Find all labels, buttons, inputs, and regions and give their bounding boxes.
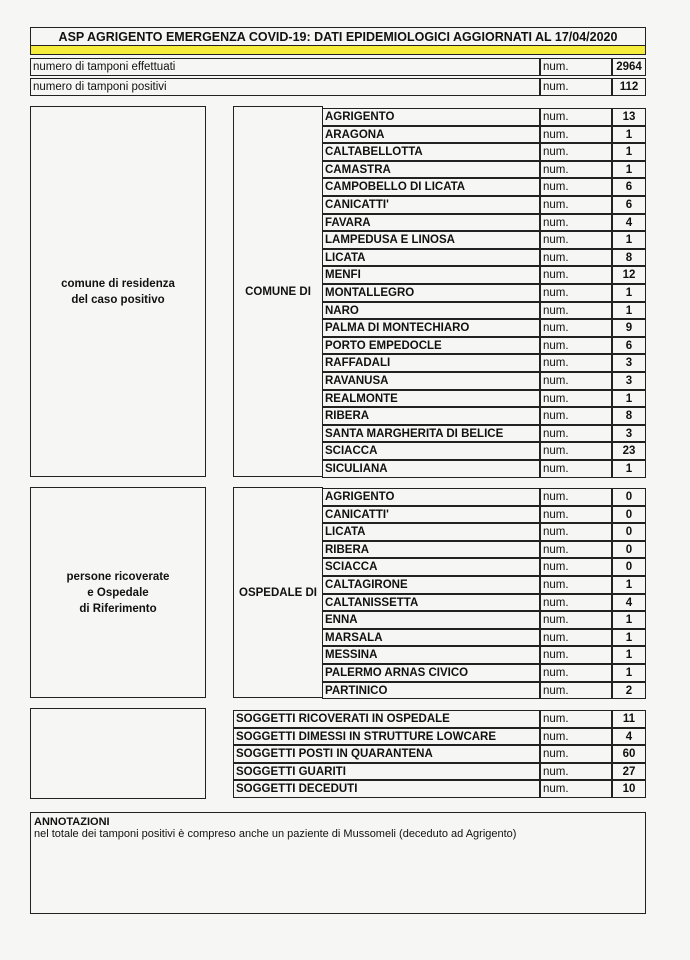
value-cell: 1 xyxy=(612,646,646,664)
value-cell: 0 xyxy=(612,506,646,524)
value-cell: 6 xyxy=(612,178,646,196)
comune-name-cell: MENFI xyxy=(322,266,540,284)
value-cell: 8 xyxy=(612,249,646,267)
unit-cell: num. xyxy=(540,372,612,390)
comune-name-cell: MONTALLEGRO xyxy=(322,284,540,302)
ospedale-name-cell: PALERMO ARNAS CIVICO xyxy=(322,664,540,682)
unit-cell: num. xyxy=(540,231,612,249)
unit-cell: num. xyxy=(540,284,612,302)
summary-label: numero di tamponi effettuati xyxy=(30,58,540,76)
value-cell: 2964 xyxy=(612,58,646,76)
residence-side-label-line-1: comune di residenza xyxy=(61,277,175,290)
value-cell: 2 xyxy=(612,682,646,700)
subject-label-cell: SOGGETTI DECEDUTI xyxy=(233,780,540,798)
unit-cell: num. xyxy=(540,506,612,524)
comune-name-cell: CAMPOBELLO DI LICATA xyxy=(322,178,540,196)
residence-side-label xyxy=(30,106,206,477)
comune-name-cell: LAMPEDUSA E LINOSA xyxy=(322,231,540,249)
hospital-side-label-line-3: di Riferimento xyxy=(79,602,157,615)
ospedale-name-cell: ENNA xyxy=(322,611,540,629)
value-cell: 3 xyxy=(612,425,646,443)
unit-cell: num. xyxy=(540,664,612,682)
subject-label-cell: SOGGETTI DIMESSI IN STRUTTURE LOWCARE xyxy=(233,728,540,746)
unit-cell: num. xyxy=(540,460,612,478)
unit-cell: num. xyxy=(540,728,612,746)
value-cell: 4 xyxy=(612,594,646,612)
value-cell: 1 xyxy=(612,126,646,144)
comune-name-cell: NARO xyxy=(322,302,540,320)
value-cell: 0 xyxy=(612,541,646,559)
comune-name-cell: RIBERA xyxy=(322,407,540,425)
value-cell: 4 xyxy=(612,728,646,746)
comune-name-cell: SANTA MARGHERITA DI BELICE xyxy=(322,425,540,443)
unit-cell: num. xyxy=(540,541,612,559)
ospedale-name-cell: MARSALA xyxy=(322,629,540,647)
value-cell: 60 xyxy=(612,745,646,763)
comune-name-cell: CALTABELLOTTA xyxy=(322,143,540,161)
value-cell: 6 xyxy=(612,337,646,355)
annotations-box xyxy=(30,812,646,914)
unit-cell: num. xyxy=(540,611,612,629)
subjects-empty-box xyxy=(30,708,206,799)
comune-name-cell: LICATA xyxy=(322,249,540,267)
unit-cell: num. xyxy=(540,558,612,576)
value-cell: 112 xyxy=(612,78,646,96)
value-cell: 9 xyxy=(612,319,646,337)
value-cell: 1 xyxy=(612,390,646,408)
ospedale-name-cell: CALTAGIRONE xyxy=(322,576,540,594)
unit-cell: num. xyxy=(540,249,612,267)
unit-cell: num. xyxy=(540,425,612,443)
value-cell: 0 xyxy=(612,523,646,541)
value-cell: 6 xyxy=(612,196,646,214)
comune-name-cell: RAVANUSA xyxy=(322,372,540,390)
ospedale-name-cell: CANICATTI' xyxy=(322,506,540,524)
unit-cell: num. xyxy=(540,354,612,372)
comune-name-cell: AGRIGENTO xyxy=(322,108,540,126)
value-cell: 13 xyxy=(612,108,646,126)
unit-cell: num. xyxy=(540,646,612,664)
ospedale-name-cell: MESSINA xyxy=(322,646,540,664)
hospital-side-label-line-1: persone ricoverate xyxy=(66,570,170,583)
value-cell: 1 xyxy=(612,284,646,302)
unit-cell: num. xyxy=(540,407,612,425)
ospedale-name-cell: CALTANISSETTA xyxy=(322,594,540,612)
value-cell: 1 xyxy=(612,664,646,682)
value-cell: 8 xyxy=(612,407,646,425)
comune-name-cell: SICULIANA xyxy=(322,460,540,478)
ospedale-di-label: OSPEDALE DI xyxy=(239,586,317,599)
hospital-group-label xyxy=(233,487,323,698)
unit-cell: num. xyxy=(540,594,612,612)
residence-side-label-line-2: del caso positivo xyxy=(71,293,165,306)
value-cell: 0 xyxy=(612,558,646,576)
unit-cell: num. xyxy=(540,629,612,647)
unit-cell: num. xyxy=(540,161,612,179)
subject-label-cell: SOGGETTI GUARITI xyxy=(233,763,540,781)
annotations-heading: ANNOTAZIONI xyxy=(34,816,110,828)
unit-cell: num. xyxy=(540,390,612,408)
unit-cell: num. xyxy=(540,682,612,700)
value-cell: 12 xyxy=(612,266,646,284)
value-cell: 1 xyxy=(612,143,646,161)
value-cell: 10 xyxy=(612,780,646,798)
value-cell: 27 xyxy=(612,763,646,781)
unit-cell: num. xyxy=(540,523,612,541)
annotations-text: nel totale dei tamponi positivi è compreso anche un paziente di Mussomeli (deceduto ad Agrigento) xyxy=(34,828,517,840)
value-cell: 1 xyxy=(612,576,646,594)
unit-cell: num. xyxy=(540,337,612,355)
value-cell: 1 xyxy=(612,460,646,478)
hospital-side-label xyxy=(30,487,206,698)
unit-cell: num. xyxy=(540,143,612,161)
value-cell: 3 xyxy=(612,354,646,372)
unit-cell: num. xyxy=(540,196,612,214)
residence-group-label xyxy=(233,106,323,477)
comune-di-label: COMUNE DI xyxy=(245,285,311,298)
unit-cell: num. xyxy=(540,780,612,798)
unit-cell: num. xyxy=(540,763,612,781)
unit-cell: num. xyxy=(540,266,612,284)
value-cell: 4 xyxy=(612,214,646,232)
unit-cell: num. xyxy=(540,178,612,196)
comune-name-cell: RAFFADALI xyxy=(322,354,540,372)
value-cell: 0 xyxy=(612,488,646,506)
value-cell: 11 xyxy=(612,710,646,728)
subject-label-cell: SOGGETTI POSTI IN QUARANTENA xyxy=(233,745,540,763)
comune-name-cell: PORTO EMPEDOCLE xyxy=(322,337,540,355)
unit-cell: num. xyxy=(540,442,612,460)
unit-cell: num. xyxy=(540,710,612,728)
unit-cell: num. xyxy=(540,58,612,76)
value-cell: 1 xyxy=(612,629,646,647)
unit-cell: num. xyxy=(540,745,612,763)
unit-cell: num. xyxy=(540,576,612,594)
value-cell: 3 xyxy=(612,372,646,390)
value-cell: 23 xyxy=(612,442,646,460)
ospedale-name-cell: PARTINICO xyxy=(322,682,540,700)
summary-label: numero di tamponi positivi xyxy=(30,78,540,96)
subject-label-cell: SOGGETTI RICOVERATI IN OSPEDALE xyxy=(233,710,540,728)
unit-cell: num. xyxy=(540,302,612,320)
value-cell: 1 xyxy=(612,161,646,179)
value-cell: 1 xyxy=(612,611,646,629)
ospedale-name-cell: AGRIGENTO xyxy=(322,488,540,506)
ospedale-name-cell: LICATA xyxy=(322,523,540,541)
comune-name-cell: ARAGONA xyxy=(322,126,540,144)
value-cell: 1 xyxy=(612,231,646,249)
comune-name-cell: SCIACCA xyxy=(322,442,540,460)
comune-name-cell: PALMA DI MONTECHIARO xyxy=(322,319,540,337)
ospedale-name-cell: SCIACCA xyxy=(322,558,540,576)
unit-cell: num. xyxy=(540,214,612,232)
comune-name-cell: CAMASTRA xyxy=(322,161,540,179)
value-cell: 1 xyxy=(612,302,646,320)
unit-cell: num. xyxy=(540,126,612,144)
hospital-side-label-line-2: e Ospedale xyxy=(87,586,149,599)
comune-name-cell: REALMONTE xyxy=(322,390,540,408)
unit-cell: num. xyxy=(540,108,612,126)
document-title: ASP AGRIGENTO EMERGENZA COVID-19: DATI EPIDEMIOLOGICI AGGIORNATI AL 17/04/2020 xyxy=(30,27,646,46)
ospedale-name-cell: RIBERA xyxy=(322,541,540,559)
comune-name-cell: CANICATTI' xyxy=(322,196,540,214)
title-highlight-bar xyxy=(30,45,646,55)
unit-cell: num. xyxy=(540,319,612,337)
unit-cell: num. xyxy=(540,488,612,506)
comune-name-cell: FAVARA xyxy=(322,214,540,232)
unit-cell: num. xyxy=(540,78,612,96)
